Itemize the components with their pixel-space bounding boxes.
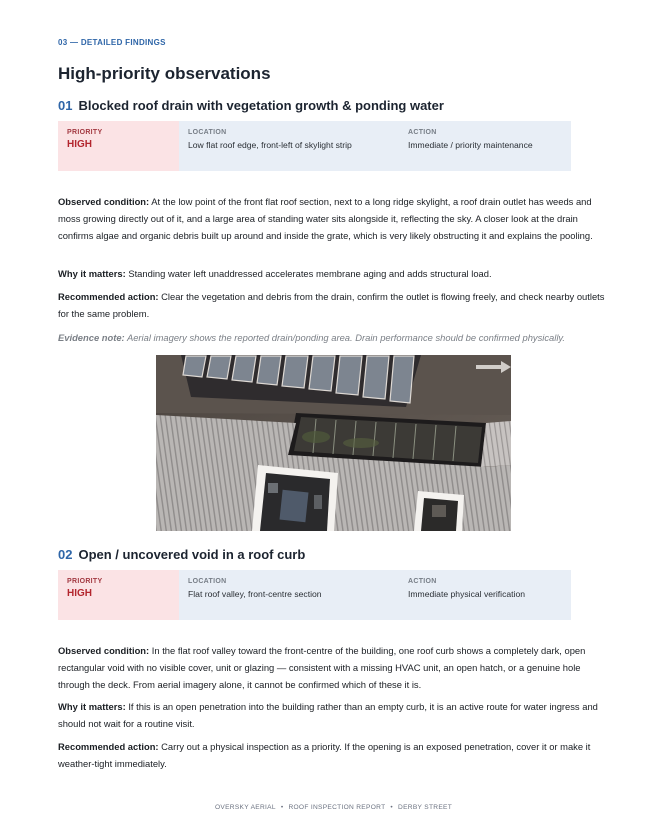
finding-2-meta-table: [58, 570, 571, 620]
action-value: Immediate / priority maintenance: [408, 140, 533, 150]
recommended-text: Clear the vegetation and debris from the drain, confirm the outlet is flowing freely, and check nearby outlets for the same problem.: [58, 291, 605, 319]
finding-2-recommended: [58, 739, 610, 773]
observed-label: Observed condition:: [58, 645, 150, 656]
finding-1-priority-cell: [58, 121, 179, 171]
footer-separator-dot: •: [280, 804, 284, 811]
observed-label: Observed condition:: [58, 196, 150, 207]
why-label: Why it matters:: [58, 268, 126, 279]
observed-text: In the flat roof valley toward the front-centre of the building, one roof curb shows a completely dark, open rectangular void with no visible cover, unit or glazing — consistent with a missing HVAC unit, an open hatch, or a genuine hole through the deck. From aerial imagery alone, it cannot be confirmed which of these it is.: [58, 645, 586, 690]
finding-1-heading: [58, 98, 444, 113]
finding-2-why: [58, 699, 610, 733]
priority-value: HIGH: [67, 588, 92, 599]
footer-report: ROOF INSPECTION REPORT: [288, 804, 386, 811]
observed-text: At the low point of the front flat roof section, next to a long ridge skylight, a roof drain outlet has weeds and moss growing directly out of it, and a large area of standing water sits alongside it, reflecting the sky. A closer look at the drain confirms algae and organic debris built up around and inside the grate, which is very likely obstructing it and explains the pooling.: [58, 196, 593, 241]
action-label: ACTION: [408, 578, 437, 585]
action-label: ACTION: [408, 129, 437, 136]
priority-label: PRIORITY: [67, 129, 103, 136]
page-footer: [0, 804, 667, 811]
finding-2-priority-cell: [58, 570, 179, 620]
evidence-label: Evidence note:: [58, 332, 125, 343]
finding-1-action-cell: [399, 121, 571, 171]
finding-1-number: 01: [58, 98, 73, 113]
recommended-label: Recommended action:: [58, 291, 159, 302]
aerial-roof-photo: [156, 355, 511, 531]
priority-label: PRIORITY: [67, 578, 103, 585]
evidence-text: Aerial imagery shows the reported drain/ponding area. Drain performance should be confirmed physically.: [126, 332, 566, 343]
finding-2-number: 02: [58, 547, 73, 562]
finding-2-title: Open / uncovered void in a roof curb: [78, 547, 306, 562]
location-label: LOCATION: [188, 578, 227, 585]
finding-1-meta-table: [58, 121, 571, 171]
finding-2-action-cell: [399, 570, 571, 620]
finding-1-why: [58, 266, 610, 283]
finding-1-recommended: [58, 289, 610, 323]
recommended-label: Recommended action:: [58, 741, 159, 752]
finding-1-title: Blocked roof drain with vegetation growth & ponding water: [78, 98, 444, 113]
footer-site: DERBY STREET: [398, 804, 453, 811]
finding-2-location-cell: [179, 570, 399, 620]
priority-value: HIGH: [67, 139, 92, 150]
page-title: High-priority observations: [58, 64, 271, 83]
finding-1-location-cell: [179, 121, 399, 171]
footer-separator-dot: •: [390, 804, 394, 811]
location-value: Low flat roof edge, front-left of skylight strip: [188, 140, 352, 150]
footer-company: OVERSKY AERIAL: [214, 804, 276, 811]
why-label: Why it matters:: [58, 701, 126, 712]
location-label: LOCATION: [188, 129, 227, 136]
finding-1-observed: [58, 194, 610, 244]
action-value: Immediate physical verification: [408, 589, 526, 599]
finding-2-heading: [58, 547, 305, 562]
recommended-text: Carry out a physical inspection as a priority. If the opening is an exposed penetration, cover it or make it weather-tight immediately.: [58, 741, 591, 769]
section-label: 03 — DETAILED FINDINGS: [58, 38, 166, 47]
why-text: If this is an open penetration into the building rather than an empty curb, it is an active route for water ingress and should not wait for a routine visit.: [58, 701, 598, 729]
finding-1-evidence-note: [58, 330, 610, 347]
why-text: Standing water left unaddressed accelerates membrane aging and adds structural load.: [128, 268, 492, 279]
location-value: Flat roof valley, front-centre section: [188, 589, 322, 599]
finding-2-observed: [58, 643, 610, 693]
